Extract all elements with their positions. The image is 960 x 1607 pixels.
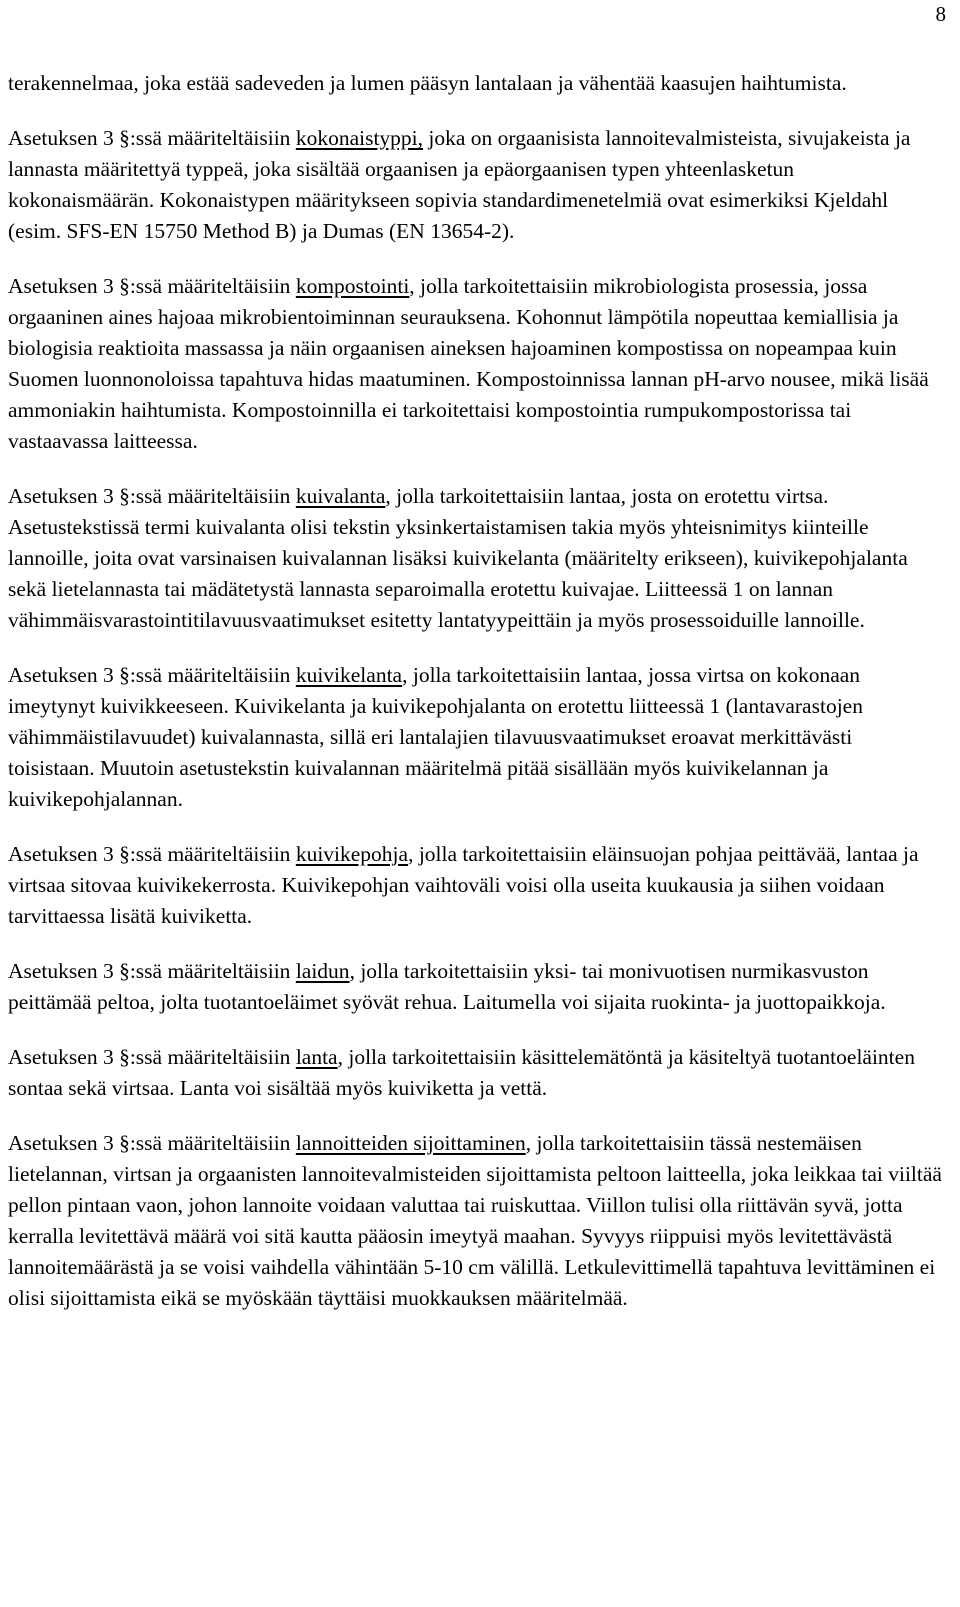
paragraph-text: , jolla tarkoitettaisiin yksi- tai monivuotisen nurmikasvuston peittämää peltoa, jolta tuotantoeläimet syövät rehua. Laitumella voi sijaita ruokinta- ja juottopaikkoja. bbox=[8, 959, 886, 1014]
defined-term: kuivikelanta bbox=[295, 663, 403, 687]
paragraph-lannoitteiden-sijoittaminen bbox=[8, 1128, 944, 1314]
paragraph-lanta bbox=[8, 1042, 944, 1104]
paragraph-text: Asetuksen 3 §:ssä määriteltäisiin bbox=[8, 663, 296, 687]
paragraph-kuivikelanta bbox=[8, 660, 944, 815]
paragraph-text: Asetuksen 3 §:ssä määriteltäisiin bbox=[8, 959, 296, 983]
defined-term: kokonaistyppi, bbox=[295, 126, 424, 150]
defined-term: kuivikepohja bbox=[295, 842, 409, 866]
paragraph-text: , jolla tarkoitettaisiin mikrobiologista prosessia, jossa orgaaninen aines hajoaa mikrobientoiminnan seurauksena. Kohonnut lämpötila nopeuttaa kemiallisia ja biologisia reaktioita massassa ja näin orgaanisen aineksen hajoaminen kompostissa on nopeampaa kuin Suomen luonnonoloissa tapahtuva hidas maatuminen. Kompostoinnissa lannan pH-arvo nousee, mikä lisää ammoniakin haihtumista. Kompostoinnilla ei tarkoitettaisi kompostointia rumpukompostorissa tai vastaavassa laitteessa. bbox=[8, 274, 929, 453]
defined-term: laidun bbox=[295, 959, 350, 983]
paragraph-text: Asetuksen 3 §:ssä määriteltäisiin bbox=[8, 484, 296, 508]
paragraph-text: joka on orgaanisista lannoitevalmisteista, sivujakeista ja lannasta määritettyä typpeä, joka sisältää orgaanisen ja epäorgaanisen typen yhteenlasketun kokonaismäärän. Kokonaistypen määritykseen sopivia standardimenetelmiä ovat esimerkiksi Kjeldahl (esim. SFS-EN 15750 Method B) ja Dumas (EN 13654-2). bbox=[8, 126, 911, 243]
paragraph-text: Asetuksen 3 §:ssä määriteltäisiin bbox=[8, 842, 296, 866]
defined-term: kuivalanta bbox=[295, 484, 386, 508]
paragraph-text: , jolla tarkoitettaisiin eläinsuojan pohjaa peittävää, lantaa ja virtsaa sitovaa kuivikekerrosta. Kuivikepohjan vaihtoväli voisi olla useita kuukausia ja siihen voidaan tarvittaessa lisätä kuiviketta. bbox=[8, 842, 919, 928]
paragraph-text: Asetuksen 3 §:ssä määriteltäisiin bbox=[8, 126, 296, 150]
paragraph-text: Asetuksen 3 §:ssä määriteltäisiin bbox=[8, 1131, 296, 1155]
paragraph-laidun bbox=[8, 956, 944, 1018]
paragraph-text: , jolla tarkoitettaisiin lantaa, jossa virtsa on kokonaan imeytynyt kuivikkeeseen. Kuivikelanta ja kuivikepohjalanta on erotettu liitteessä 1 (lantavarastojen vähimmäistilavuudet) kuivalannasta, sillä eri lantalajien tilavuusvaatimukset eroavat merkittävästi toisistaan. Muutoin asetustekstin kuivalannan määritelmä pitää sisällään myös kuivikelannan ja kuivikepohjalannan. bbox=[8, 663, 863, 811]
defined-term: lannoitteiden sijoittaminen bbox=[295, 1131, 526, 1155]
paragraph-text: , jolla tarkoitettaisiin tässä nestemäisen lietelannan, virtsan ja orgaanisten lannoitevalmisteiden sijoittamista peltoon laitteella, joka leikkaa tai viiltää pellon pintaan vaon, johon lannoite voidaan valuttaa tai ruiskuttaa. Viillon tulisi olla riittävän syvä, jotta kerralla levitettävä määrä voi sitä kautta pääosin imeytyä maahan. Syvyys riippuisi myös levitettävästä lannoitemäärästä ja se voisi vaihdella vähintään 5-10 cm välillä. Letkulevittimellä tapahtuva levittäminen ei olisi sijoittamista eikä se myöskään täyttäisi muokkauksen määritelmää. bbox=[8, 1131, 942, 1310]
paragraph-kompostointi bbox=[8, 271, 944, 457]
page-number: 8 bbox=[935, 2, 946, 26]
paragraph-text: Asetuksen 3 §:ssä määriteltäisiin bbox=[8, 274, 296, 298]
paragraph-kuivalanta bbox=[8, 481, 944, 636]
paragraph-text: , jolla tarkoitettaisiin käsittelemätöntä ja käsiteltyä tuotantoeläinten sontaa sekä virtsaa. Lanta voi sisältää myös kuiviketta ja vettä. bbox=[8, 1045, 915, 1100]
paragraph-text: terakennelmaa, joka estää sadeveden ja lumen pääsyn lantalaan ja vähentää kaasujen haihtumista. bbox=[8, 71, 847, 95]
defined-term: kompostointi bbox=[295, 274, 410, 298]
document-body bbox=[8, 68, 944, 1338]
paragraph-text: Asetuksen 3 §:ssä määriteltäisiin bbox=[8, 1045, 296, 1069]
defined-term: lanta bbox=[295, 1045, 338, 1069]
paragraph-intro-continuation bbox=[8, 68, 944, 99]
paragraph-kokonaistyppi bbox=[8, 123, 944, 247]
paragraph-kuivikepohja bbox=[8, 839, 944, 932]
paragraph-text: , jolla tarkoitettaisiin lantaa, josta on erotettu virtsa. Asetustekstissä termi kuivalanta olisi tekstin yksinkertaistamisen takia myös yhteisnimitys kiinteille lannoille, joita ovat varsinaisen kuivalannan lisäksi kuivikelanta (määritelty erikseen), kuivikepohjalanta sekä lietelannasta tai mädätetystä lannasta separoimalla erotettu kuivajae. Liitteessä 1 on lannan vähimmäisvarastointitilavuusvaatimukset esitetty lantatyypeittäin ja myös prosessoiduille lannoille. bbox=[8, 484, 908, 632]
